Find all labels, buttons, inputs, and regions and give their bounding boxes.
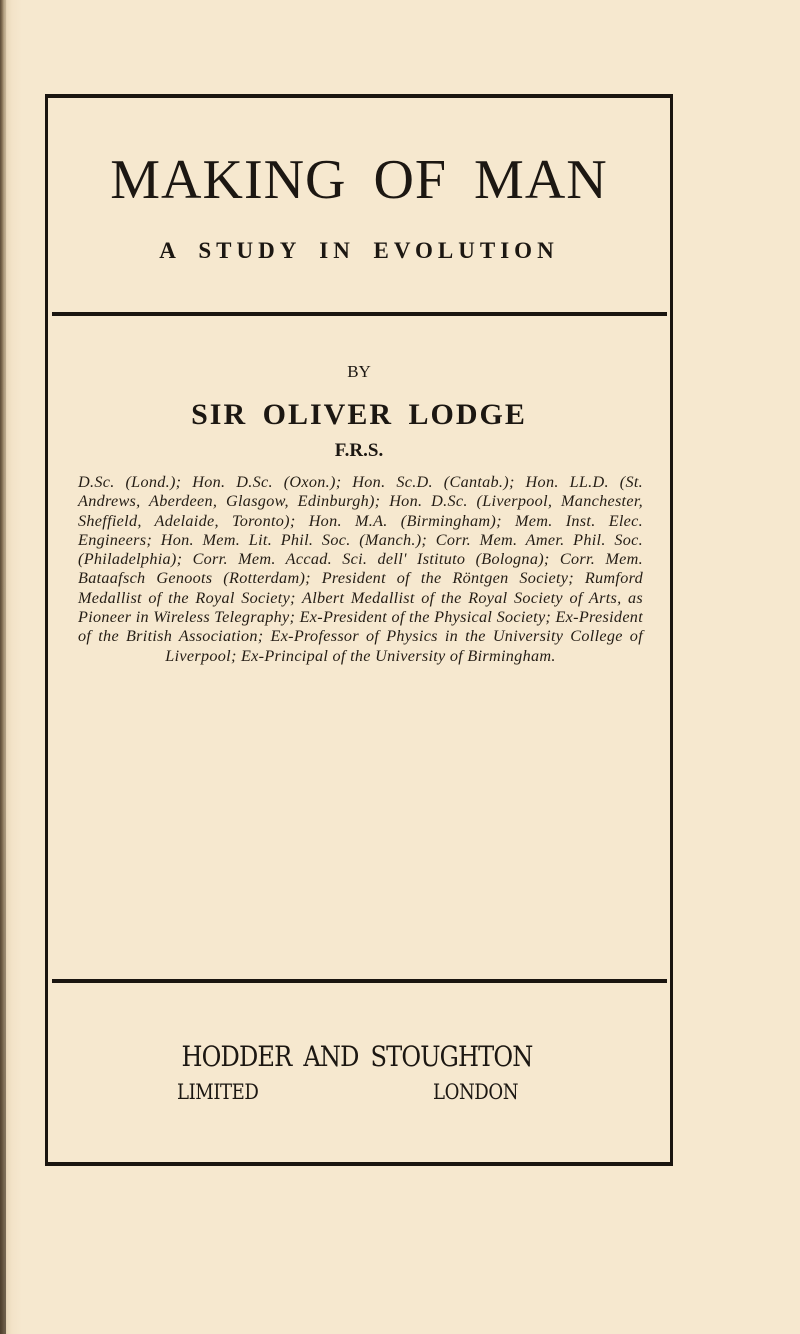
upper-divider-rule — [52, 312, 667, 316]
page-gutter-edge — [0, 0, 6, 1334]
lower-divider-rule — [52, 979, 667, 983]
book-title: MAKING OF MAN — [110, 149, 608, 211]
publisher-city: LONDON — [433, 1080, 519, 1104]
author-name: SIR OLIVER LODGE — [191, 398, 527, 431]
author-credentials: D.Sc. (Lond.); Hon. D.Sc. (Oxon.); Hon. Sc.D. (Cantab.); Hon. LL.D. (St. Andrews, Aberdeen, Glasgow, Edinburgh); Hon. D.Sc. (Liverpool, Manchester, Sheffield, Adelaide, Toronto); Hon. M.A. (Birmingham); Mem. Inst. Elec. Engineers; Hon. Mem. Lit. Phil. Soc. (Manch.); Corr. Mem. Amer. Phil. Soc. (Philadelphia); Corr. Mem. Accad. Sci. dell' Istituto (Bologna); Corr. Mem. Bataafsch Genoots (Rotterdam); President of the Röntgen Society; Rumford Medallist of the Royal Society; Albert Medallist of the Royal Society of Arts, as Pioneer in Wireless Telegraphy; Ex-President of the Physical Society; Ex-President of the British Association; Ex-Professor of Physics in the University College of Liverpool; Ex-Principal of the University of Birmingham. — [78, 473, 643, 665]
publisher-name: HODDER AND STOUGHTON — [181, 1040, 533, 1073]
book-subtitle: A STUDY IN EVOLUTION — [159, 238, 559, 263]
author-postnominal: F.R.S. — [334, 440, 384, 461]
by-label: BY — [347, 362, 371, 381]
publisher-limited: LIMITED — [177, 1080, 259, 1104]
